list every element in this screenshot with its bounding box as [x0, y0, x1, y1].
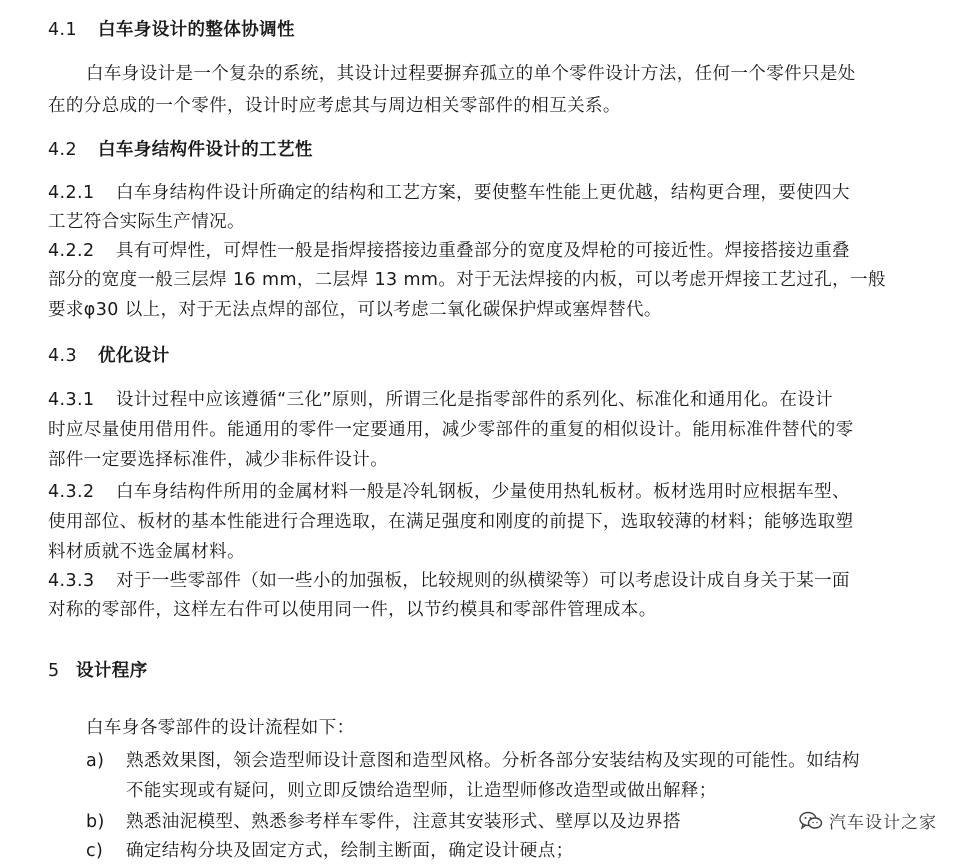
- clause-4-3-1-line-2: 时应尽量使用借用件。能通用的零件一定要通用，减少零部件的重复的相似设计。能用标准件替代的零: [48, 420, 854, 440]
- clause-4-2-2-line-1: [48, 239, 850, 263]
- section-5-intro: 白车身各零部件的设计流程如下：: [86, 718, 355, 738]
- heading-4-1: [48, 18, 295, 42]
- clause-text: 具有可焊性，可焊性一般是指焊接搭接边重叠部分的宽度及焊枪的可接近性。焊接搭接边重叠: [116, 241, 850, 261]
- clause-4-3-2-line-3: 料材质就不选金属材料。: [48, 542, 245, 562]
- clause-4-3-1-line-1: [48, 388, 833, 412]
- list-item-text: 熟悉油泥模型、熟悉参考样车零件，注意其安装形式、壁厚以及边界搭: [126, 812, 681, 832]
- list-item-b: [86, 810, 681, 834]
- heading-4-3: [48, 344, 170, 368]
- heading-title: 设计程序: [76, 661, 148, 681]
- clause-number: 4.2.1: [48, 183, 95, 203]
- clause-4-2-1-line-1: [48, 181, 850, 205]
- list-item-text: 确定结构分块及固定方式，绘制主断面，确定设计硬点；: [126, 841, 574, 861]
- clause-4-3-3-line-1: [48, 569, 850, 593]
- heading-title: 白车身结构件设计的工艺性: [98, 140, 313, 160]
- heading-number: 5: [48, 661, 60, 681]
- heading-title: 白车身设计的整体协调性: [98, 20, 295, 40]
- paragraph-4-1-line-1: 白车身设计是一个复杂的系统，其设计过程要摒弃孤立的单个零件设计方法，任何一个零件只是处: [86, 64, 856, 84]
- heading-4-2: [48, 138, 313, 162]
- list-marker: b): [86, 812, 105, 832]
- heading-5: [48, 659, 148, 683]
- list-item-a-line-1: [86, 749, 860, 773]
- clause-4-2-2-line-2: 部分的宽度一般三层焊 16 mm，二层焊 13 mm。对于无法焊接的内板，可以考虑开焊接工艺过孔，一般: [48, 270, 886, 290]
- watermark: [799, 808, 937, 833]
- heading-number: 4.3: [48, 346, 78, 366]
- clause-text: 白车身结构件所用的金属材料一般是冷轧钢板，少量使用热轧板材。板材选用时应根据车型、: [116, 482, 850, 502]
- list-item-a-line-2: 不能实现或有疑问，则立即反馈给造型师，让造型师修改造型或做出解释；: [126, 781, 717, 801]
- clause-4-3-3-line-2: 对称的零部件，这样左右件可以使用同一件，以节约模具和零部件管理成本。: [48, 600, 657, 620]
- heading-title: 优化设计: [98, 346, 170, 366]
- heading-number: 4.2: [48, 140, 78, 160]
- list-marker: a): [86, 751, 105, 771]
- clause-4-3-2-line-1: [48, 480, 850, 504]
- list-marker: c): [86, 841, 104, 861]
- wechat-chat-icon: [799, 811, 823, 831]
- watermark-text: 汽车设计之家: [829, 813, 937, 833]
- clause-number: 4.3.1: [48, 390, 95, 410]
- list-item-c: [86, 839, 574, 863]
- list-item-text: 熟悉效果图，领会造型师设计意图和造型风格。分析各部分安装结构及实现的可能性。如结构: [126, 751, 860, 771]
- clause-text: 对于一些零部件（如一些小的加强板，比较规则的纵横梁等）可以考虑设计成自身关于某一面: [116, 571, 850, 591]
- clause-4-2-2-line-3: 要求φ30 以上，对于无法点焊的部位，可以考虑二氧化碳保护焊或塞焊替代。: [48, 300, 662, 320]
- clause-4-2-1-line-2: 工艺符合实际生产情况。: [48, 212, 245, 232]
- clause-text: 设计过程中应该遵循“三化”原则，所谓三化是指零部件的系列化、标准化和通用化。在设计: [116, 390, 834, 410]
- clause-4-3-2-line-2: 使用部位、板材的基本性能进行合理选取，在满足强度和刚度的前提下，选取较薄的材料；能够选取塑: [48, 512, 854, 532]
- paragraph-4-1-line-2: 在的分总成的一个零件，设计时应考虑其与周边相关零部件的相互关系。: [48, 96, 621, 116]
- clause-4-3-1-line-3: 部件一定要选择标准件，减少非标件设计。: [48, 450, 389, 470]
- clause-text: 白车身结构件设计所确定的结构和工艺方案，要使整车性能上更优越，结构更合理，要使四大: [116, 183, 850, 203]
- clause-number: 4.3.2: [48, 482, 95, 502]
- heading-number: 4.1: [48, 20, 78, 40]
- clause-number: 4.2.2: [48, 241, 95, 261]
- clause-number: 4.3.3: [48, 571, 95, 591]
